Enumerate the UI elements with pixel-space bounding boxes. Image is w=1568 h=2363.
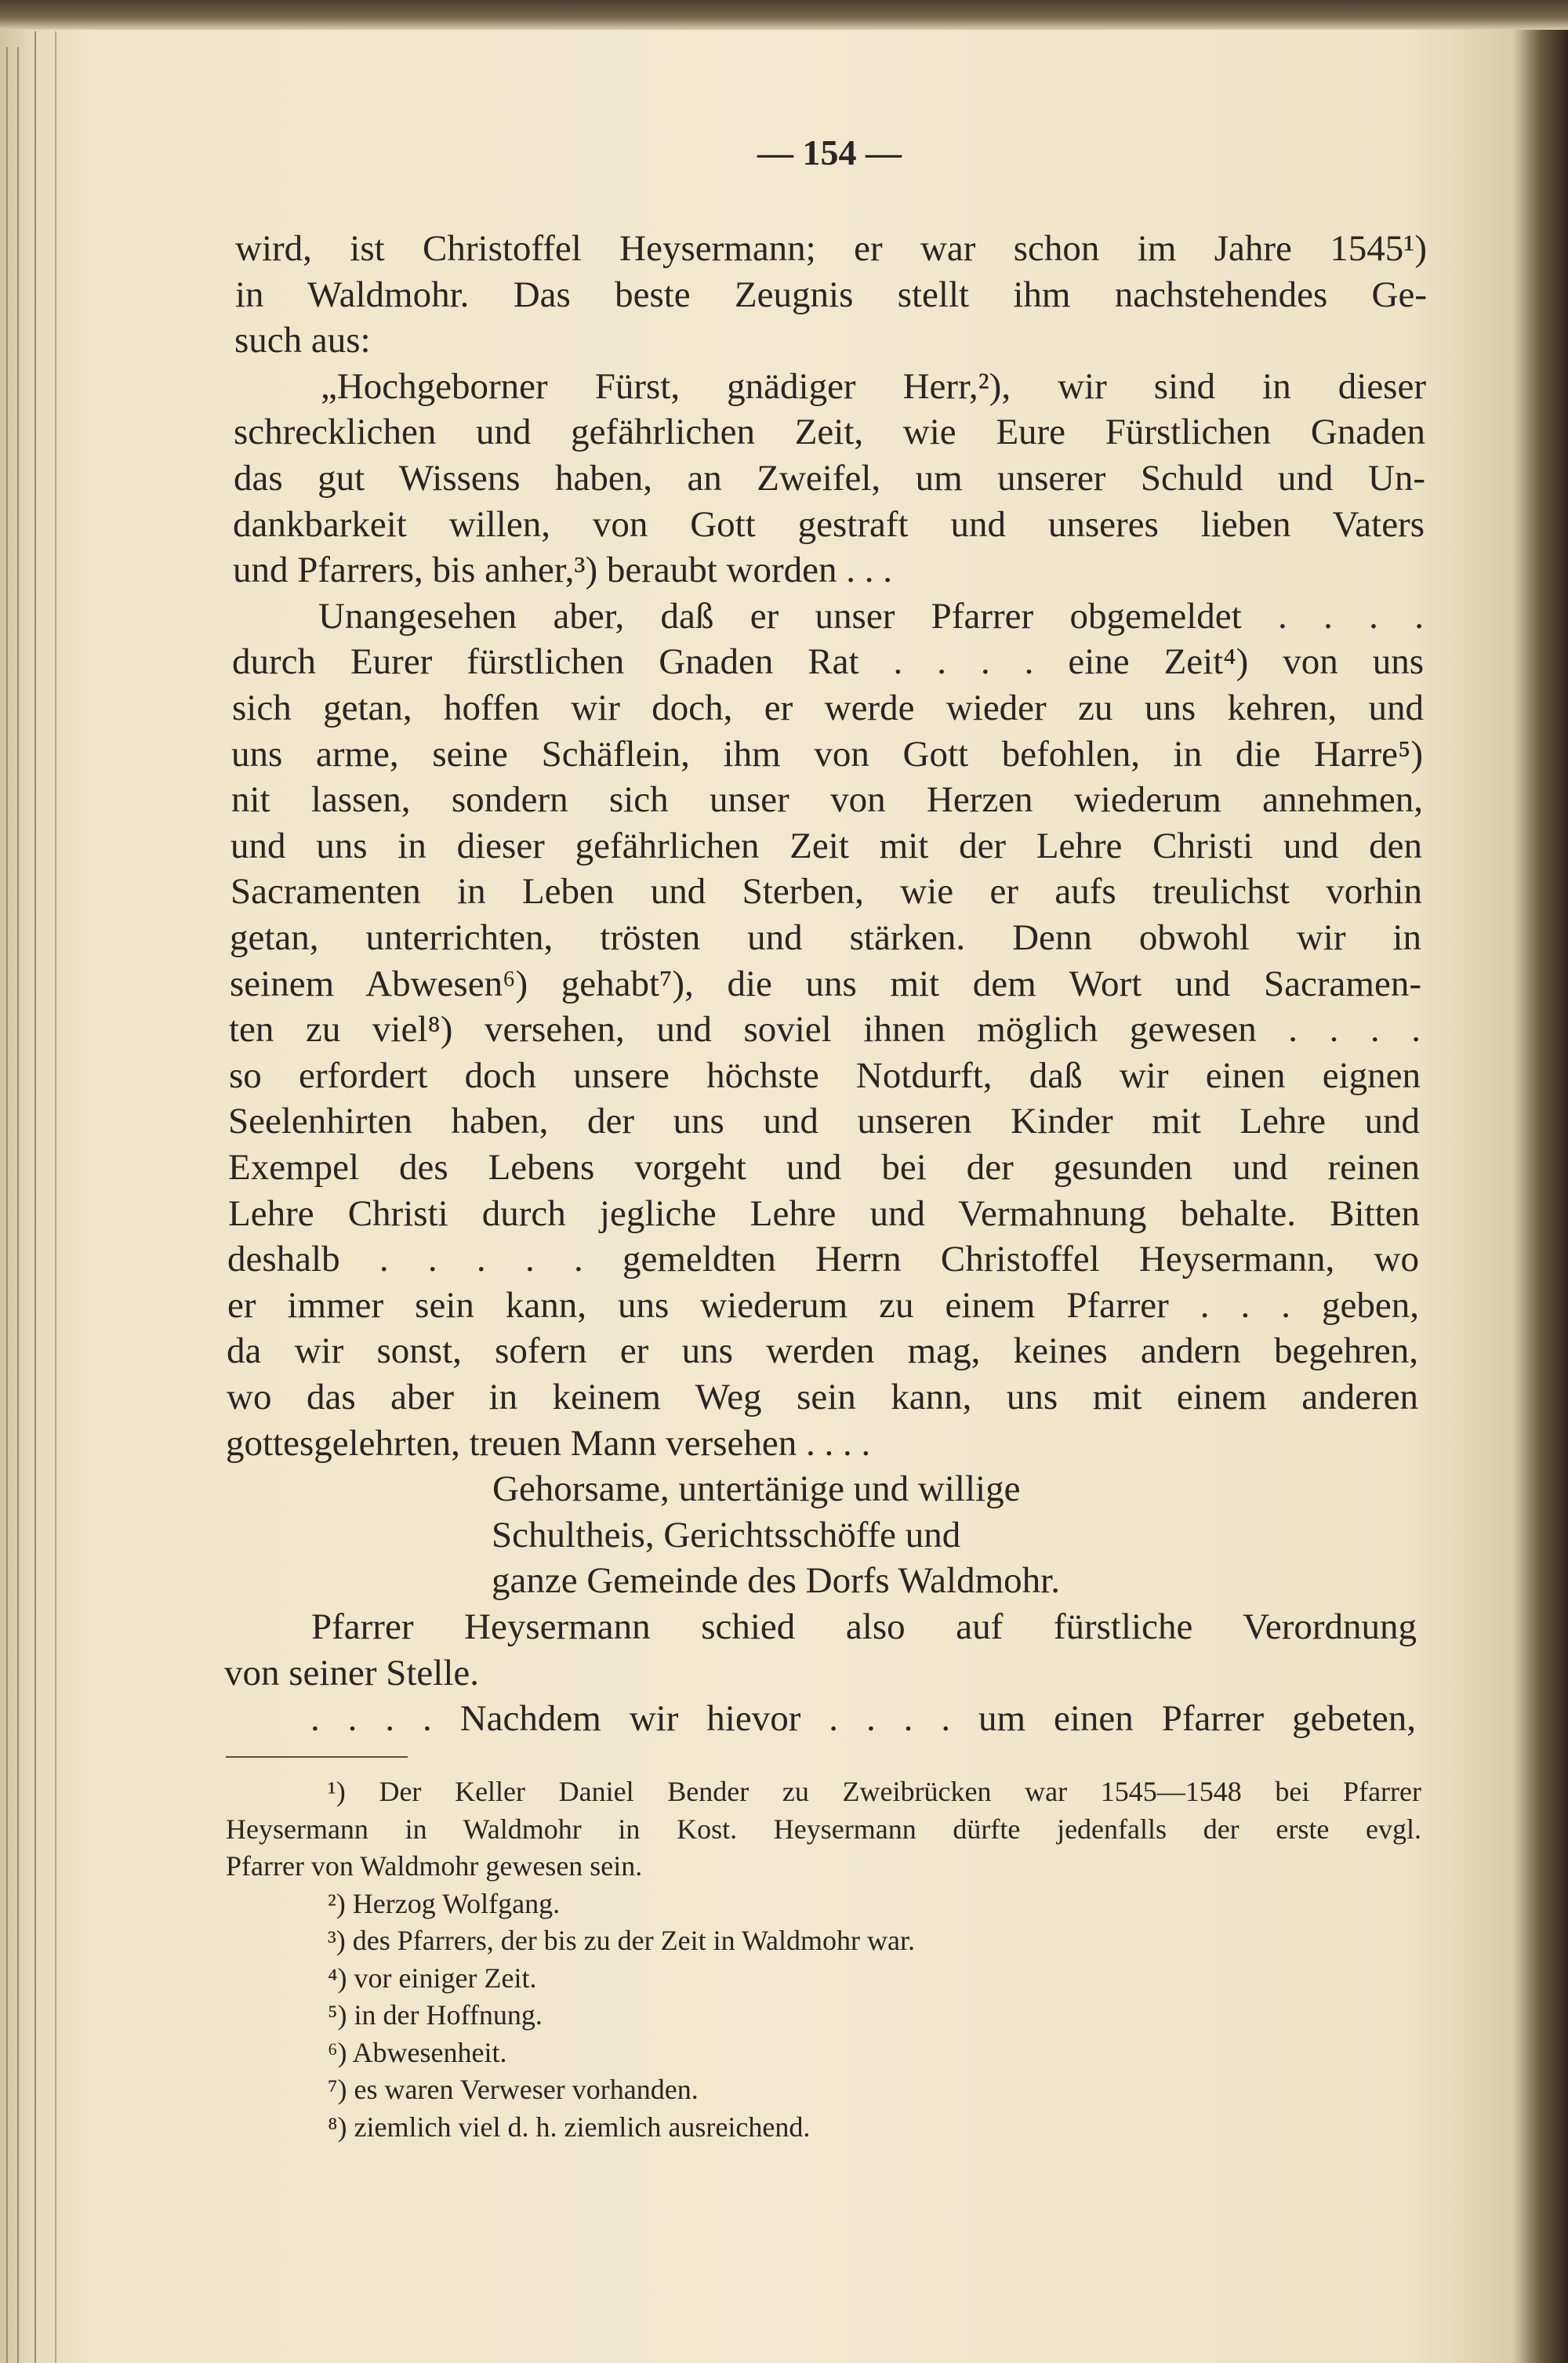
page-number: — 154 —	[757, 132, 902, 172]
text-line: seinem Abwesen⁶) gehabt⁷), die uns mit dem Wort und Sacramen-	[230, 963, 1421, 1004]
footnote-line: ⁵) in der Hoffnung.	[328, 1999, 543, 2031]
text-line: und Pfarrers, bis anher,³) beraubt worden . . .	[233, 550, 892, 591]
footnote-line: ⁶) Abwesenheit.	[328, 2036, 507, 2068]
text-line: durch Eurer fürstlichen Gnaden Rat . . . . eine Zeit⁴) von uns	[232, 641, 1424, 683]
text-line: getan, unterrichten, trösten und stärken. Denn obwohl wir in	[230, 917, 1421, 958]
page-stack-edge	[55, 31, 56, 2363]
text-line: wird, ist Christoffel Heysermann; er war schon im Jahre 1545¹)	[235, 228, 1427, 269]
text-line: da wir sonst, sofern er uns werden mag, keines andern begehren,	[227, 1330, 1418, 1372]
text-line: Unangesehen aber, daß er unser Pfarrer obgemeldet . . . .	[318, 595, 1424, 637]
footnote-line: ¹) Der Keller Daniel Bender zu Zweibrücken war 1545—1548 bei Pfarrer	[328, 1776, 1421, 1807]
footnote-line: ⁷) es waren Verweser vorhanden.	[328, 2074, 699, 2105]
text-line: Pfarrer Heysermann schied also auf fürstliche Verordnung	[311, 1606, 1417, 1647]
text-line: dankbarkeit willen, von Gott gestraft und unseres lieben Vaters	[233, 503, 1425, 545]
text-line: sich getan, hoffen wir doch, er werde wieder zu uns kehren, und	[232, 688, 1424, 728]
text-line: Exempel des Lebens vorgeht und bei der gesunden und reinen	[228, 1147, 1420, 1188]
footnote-separator	[226, 1756, 408, 1758]
text-line: Gehorsame, untertänige und willige	[492, 1468, 1021, 1510]
text-line: Seelenhirten haben, der uns und unseren Kinder mit Lehre und	[228, 1101, 1420, 1142]
text-line: und uns in dieser gefährlichen Zeit mit der Lehre Christi und den	[230, 825, 1422, 866]
text-line: ten zu viel⁸) versehen, und soviel ihnen möglich gewesen . . . .	[229, 1009, 1421, 1051]
text-line: wo das aber in keinem Weg sein kann, uns mit einem anderen	[227, 1377, 1418, 1417]
text-line: „Hochgeborner Fürst, gnädiger Herr,²), wir sind in dieser	[321, 365, 1426, 407]
text-line: gottesgelehrten, treuen Mann versehen . . . .	[226, 1422, 871, 1464]
text-line: Schultheis, Gerichtsschöffe und	[492, 1514, 961, 1555]
text-line: Sacramenten in Leben und Sterben, wie er aufs treulichst vorhin	[230, 871, 1422, 913]
text-line: das gut Wissens haben, an Zweifel, um unserer Schuld und Un-	[234, 458, 1425, 499]
text-line: schrecklichen und gefährlichen Zeit, wie Eure Fürstlichen Gnaden	[234, 412, 1425, 453]
text-line: . . . . Nachdem wir hievor . . . . um einen Pfarrer gebeten,	[310, 1698, 1416, 1740]
footnote-line: ⁴) vor einiger Zeit.	[328, 1962, 537, 1994]
text-line: ganze Gemeinde des Dorfs Waldmohr.	[492, 1560, 1060, 1602]
footnote-line: ⁸) ziemlich viel d. h. ziemlich ausreichend.	[328, 2111, 811, 2143]
text-line: such aus:	[234, 320, 371, 361]
page-stack-edge	[17, 47, 19, 2363]
footnote-line: ²) Herzog Wolfgang.	[328, 1887, 561, 1919]
footnote-line: ³) des Pfarrers, der bis zu der Zeit in Waldmohr war.	[328, 1925, 916, 1956]
footnote-line: Pfarrer von Waldmohr gewesen sein.	[226, 1850, 643, 1882]
text-line: Lehre Christi durch jegliche Lehre und Vermahnung behalte. Bitten	[228, 1192, 1420, 1234]
page-stack-edge	[34, 31, 36, 2363]
text-line: so erfordert doch unsere höchste Notdurft, daß wir einen eignen	[229, 1054, 1421, 1096]
footnote-line: Heysermann in Waldmohr in Kost. Heysermann dürfte jedenfalls der erste evgl.	[226, 1813, 1421, 1845]
text-line: nit lassen, sondern sich unser von Herzen wiederum annehmen,	[231, 779, 1423, 821]
page-top-edge	[0, 0, 1568, 30]
text-line: in Waldmohr. Das beste Zeugnis stellt ihm nachstehendes Ge-	[235, 274, 1427, 315]
text-line: er immer sein kann, uns wiederum zu einem Pfarrer . . . geben,	[227, 1284, 1419, 1326]
page-stack-edge	[6, 47, 8, 2363]
text-line: von seiner Stelle.	[224, 1652, 480, 1693]
text-line: uns arme, seine Schäflein, ihm von Gott befohlen, in die Harre⁵)	[231, 733, 1423, 775]
text-line: deshalb . . . . . gemeldten Herrn Christoffel Heysermann, wo	[227, 1239, 1419, 1280]
